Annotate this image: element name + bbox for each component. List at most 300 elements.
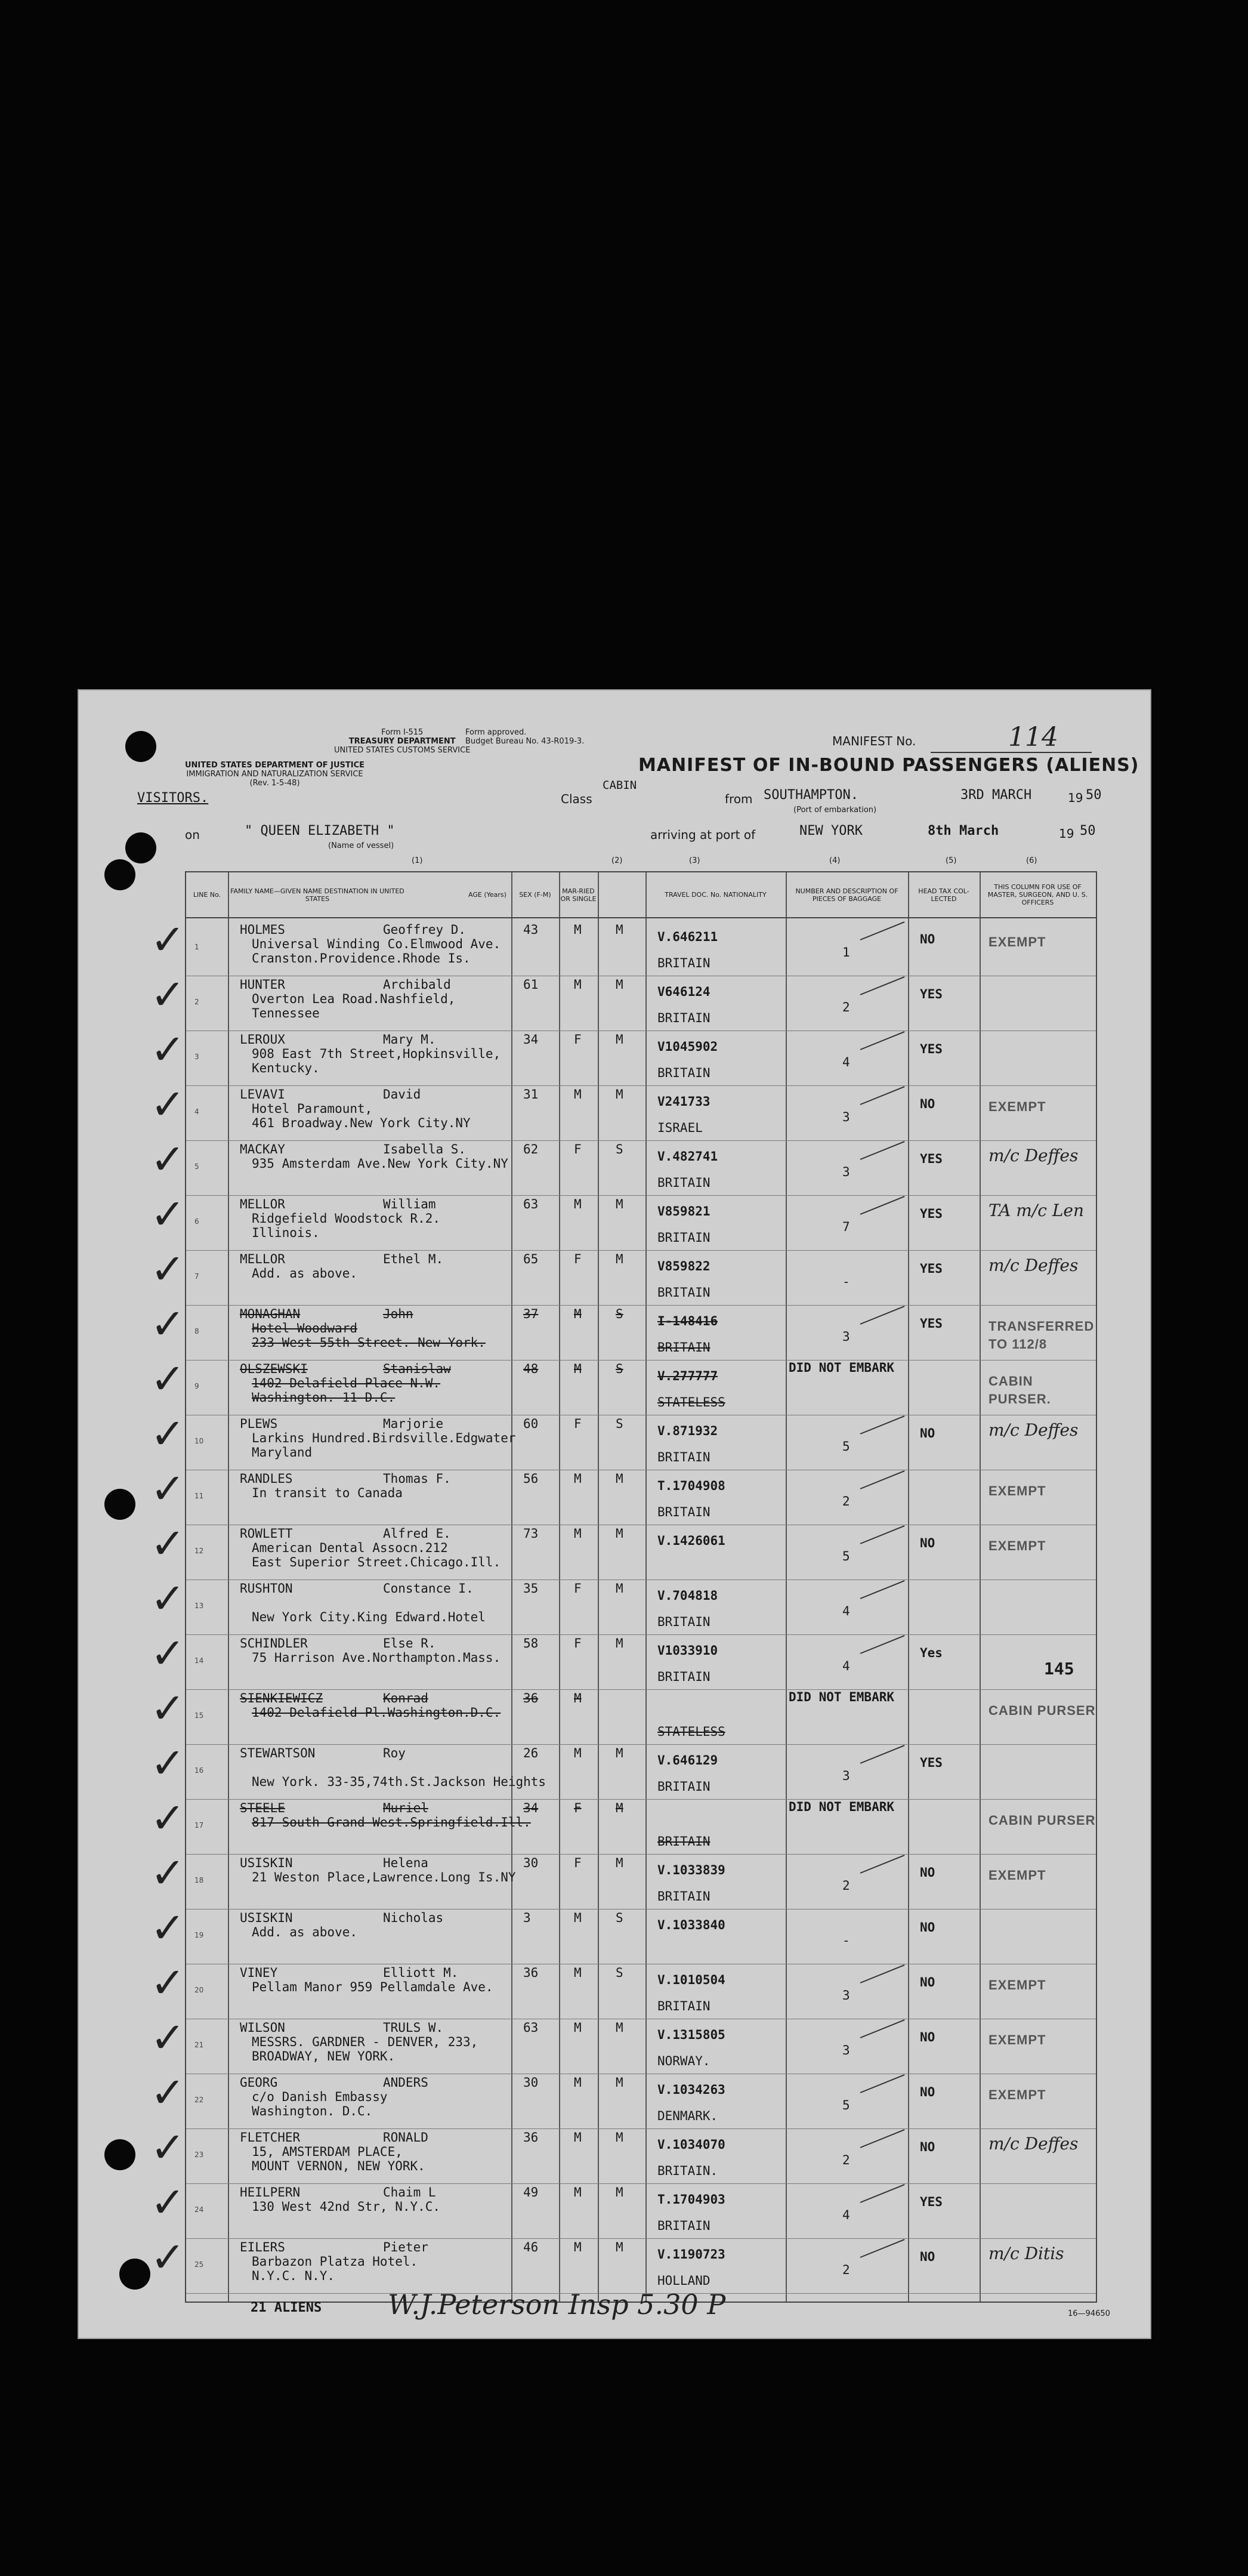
line-number: 25 — [194, 2260, 204, 2269]
travel-document: V.277777 — [657, 1369, 718, 1383]
line-number: 7 — [194, 1272, 199, 1281]
head-tax-value: NO — [920, 1097, 935, 1111]
travel-document: V241733 — [657, 1094, 711, 1109]
sex-value: M — [574, 1307, 582, 1321]
from-label: from — [725, 792, 753, 806]
line-number: 3 — [194, 1053, 199, 1061]
destination-line-2: Kentucky. — [252, 1061, 320, 1075]
passenger-given-name: RONALD — [383, 2130, 428, 2145]
line-number: 15 — [194, 1711, 204, 1720]
passenger-given-name: Elliott M. — [383, 1966, 459, 1980]
baggage-tick-mark — [860, 1855, 905, 1874]
travel-document: V1045902 — [657, 1039, 718, 1054]
col-header-head-tax: HEAD TAX COL-LECTED — [918, 887, 969, 903]
sex-value: M — [574, 1362, 582, 1376]
travel-document: I-148416 — [657, 1314, 718, 1328]
baggage-tick-mark — [860, 1306, 905, 1325]
nationality: BRITAIN — [657, 1670, 711, 1684]
travel-document: V.871932 — [657, 1424, 718, 1438]
travel-document: T.1704908 — [657, 1479, 725, 1493]
passenger-surname: RANDLES — [240, 1471, 293, 1486]
marital-status: M — [616, 2185, 623, 2199]
vessel-caption: (Name of vessel) — [328, 841, 394, 850]
marital-status: M — [616, 1581, 623, 1596]
nationality: BRITAIN — [657, 1779, 711, 1794]
remark-handwritten: m/c Deffes — [988, 1146, 1079, 1165]
passenger-given-name: Alfred E. — [383, 1526, 451, 1541]
age-value: 73 — [523, 1526, 539, 1541]
table-row — [150, 2123, 1096, 2184]
marital-status: M — [616, 1032, 623, 1047]
travel-document: T.1704903 — [657, 2192, 725, 2207]
sex-value: M — [574, 923, 582, 937]
col-number: (2) — [611, 856, 623, 865]
line-number: 4 — [194, 1107, 199, 1116]
sex-value: F — [574, 1581, 582, 1596]
nationality: BRITAIN. — [657, 2164, 718, 2178]
passenger-given-name: TRULS W. — [383, 2020, 444, 2035]
check-mark-icon: ✓ — [150, 1629, 186, 1678]
sex-value: M — [574, 1471, 582, 1486]
sex-value: F — [574, 1856, 582, 1870]
marital-status: M — [616, 1197, 623, 1211]
destination-line-1: 935 Amsterdam Ave.New York City.NY — [252, 1156, 508, 1171]
marital-status: M — [616, 1252, 623, 1266]
col-header-travel-doc: TRAVEL DOC. No. NATIONALITY — [665, 891, 767, 899]
table-row — [150, 1739, 1096, 1800]
baggage-tick-mark — [860, 1415, 905, 1434]
destination-line-1: 817 South Grand West.Springfield.Ill. — [252, 1815, 531, 1830]
age-value: 26 — [523, 1746, 539, 1760]
arrival-date: 8th March — [928, 823, 999, 838]
check-mark-icon: ✓ — [150, 1519, 186, 1568]
manifest-number-label: MANIFEST No. — [832, 734, 916, 748]
head-tax-value: YES — [920, 1042, 943, 1056]
sex-value: M — [574, 1746, 582, 1760]
page-title: MANIFEST OF IN-BOUND PASSENGERS (ALIENS) — [638, 755, 1139, 776]
age-value: 35 — [523, 1581, 539, 1596]
sex-value: M — [574, 2075, 582, 2090]
travel-document: V.1190723 — [657, 2247, 725, 2262]
check-mark-icon: ✓ — [150, 1684, 186, 1733]
baggage-count: 3 — [842, 1110, 850, 1124]
baggage-tick-mark — [860, 1745, 905, 1764]
check-mark-icon: ✓ — [150, 1574, 186, 1623]
departure-year-prefix: 19 — [1068, 791, 1083, 805]
baggage-count: 3 — [842, 1988, 850, 2003]
passenger-given-name: Thomas F. — [383, 1471, 451, 1486]
check-mark-icon: ✓ — [150, 2123, 186, 2172]
table-row — [150, 1135, 1096, 1196]
sex-value: M — [574, 1691, 582, 1705]
nationality: BRITAIN — [657, 2219, 711, 2233]
line-number: 18 — [194, 1876, 204, 1884]
travel-document: V.1033839 — [657, 1863, 725, 1877]
table-row — [150, 2178, 1096, 2239]
baggage-tick-mark — [860, 2019, 905, 2038]
justice-block — [185, 761, 364, 788]
remark-stamp: TRANSFERRED TO 112/8 — [988, 1319, 1095, 1352]
nationality: BRITAIN — [657, 1450, 711, 1464]
sex-value: M — [574, 1966, 582, 1980]
passenger-surname: SCHINDLER — [240, 1636, 308, 1651]
line-number: 19 — [194, 1931, 204, 1939]
table-row — [150, 1574, 1096, 1635]
baggage-count: 3 — [842, 1329, 850, 1344]
age-value: 62 — [523, 1142, 539, 1156]
passenger-surname: HEILPERN — [240, 2185, 301, 2199]
col-number: (4) — [829, 856, 841, 865]
passenger-given-name: David — [383, 1087, 421, 1102]
destination-line-1: Ridgefield Woodstock R.2. — [252, 1211, 441, 1226]
passenger-given-name: Stanislaw — [383, 1362, 451, 1376]
on-label: on — [185, 828, 200, 842]
nationality: BRITAIN — [657, 1230, 711, 1245]
table-row — [150, 1684, 1096, 1745]
passenger-surname: MELLOR — [240, 1252, 285, 1266]
remark-stamp: EXEMPT — [988, 934, 1046, 949]
sex-value: M — [574, 2020, 582, 2035]
destination-line-2: Tennessee — [252, 1006, 320, 1020]
line-number: 22 — [194, 2096, 204, 2104]
manifest-number: 114 — [1008, 722, 1058, 752]
passenger-given-name: Chaim L — [383, 2185, 436, 2199]
age-value: 48 — [523, 1362, 539, 1376]
head-tax-value: NO — [920, 1536, 935, 1550]
age-value: 36 — [523, 1966, 539, 1980]
binder-hole — [104, 859, 135, 890]
marital-status: S — [616, 1911, 623, 1925]
marital-status: M — [616, 1856, 623, 1870]
baggage-count: 5 — [842, 1549, 850, 1563]
form-approval — [465, 728, 584, 746]
col-number: (5) — [946, 856, 957, 865]
justice-dept: UNITED STATES DEPARTMENT OF JUSTICE — [185, 761, 365, 770]
destination-line-2: 461 Broadway.New York City.NY — [252, 1116, 471, 1130]
destination-line-1: c/o Danish Embassy — [252, 2090, 388, 2104]
baggage-count: 2 — [842, 2263, 850, 2277]
head-tax-value: NO — [920, 2085, 935, 2099]
head-tax-value: NO — [920, 2250, 935, 2264]
destination-line-2: East Superior Street.Chicago.Ill. — [252, 1555, 501, 1569]
line-number: 23 — [194, 2151, 204, 2159]
destination-line-1: In transit to Canada — [252, 1486, 403, 1500]
treasury-dept: TREASURY DEPARTMENT — [348, 737, 456, 746]
check-mark-icon: ✓ — [150, 1355, 186, 1403]
customs-service: UNITED STATES CUSTOMS SERVICE — [334, 746, 471, 755]
marital-status: M — [616, 1526, 623, 1541]
remark-stamp: CABIN PURSER — [988, 1813, 1096, 1828]
check-mark-icon: ✓ — [150, 970, 186, 1019]
check-mark-icon: ✓ — [150, 1080, 186, 1129]
baggage-tick-mark — [860, 1635, 905, 1654]
table-row — [150, 1300, 1096, 1361]
table-row — [150, 1025, 1096, 1086]
age-value: 43 — [523, 923, 539, 937]
destination-line-1: Hotel Woodward — [252, 1321, 358, 1335]
baggage-count: 4 — [842, 2208, 850, 2222]
col-header-name: FAMILY NAME—GIVEN NAME DESTINATION IN UNITED STATES — [230, 887, 404, 903]
line-number: 9 — [194, 1382, 199, 1390]
passenger-given-name: Ethel M. — [383, 1252, 444, 1266]
age-value: 58 — [523, 1636, 539, 1651]
visitors-label: VISITORS. — [137, 791, 209, 806]
age-value: 34 — [523, 1801, 539, 1815]
head-tax-value: YES — [920, 1152, 943, 1166]
baggage-count: 5 — [842, 1439, 850, 1454]
binder-hole — [119, 2259, 150, 2290]
baggage-count: 1 — [842, 945, 850, 960]
check-mark-icon: ✓ — [150, 1025, 186, 1074]
baggage-tick-mark — [860, 1470, 905, 1489]
baggage-tick-mark — [860, 1031, 905, 1050]
col-number: (1) — [412, 856, 423, 865]
head-tax-value: NO — [920, 932, 935, 946]
sex-value: M — [574, 1911, 582, 1925]
check-mark-icon: ✓ — [150, 1739, 186, 1788]
passenger-surname: PLEWS — [240, 1417, 278, 1431]
line-number: 21 — [194, 2041, 204, 2049]
nationality: BRITAIN — [657, 1999, 711, 2013]
remark-handwritten: m/c Deffes — [988, 1255, 1079, 1275]
age-value: 37 — [523, 1307, 539, 1321]
age-value: 34 — [523, 1032, 539, 1047]
destination-line-1: 15, AMSTERDAM PLACE, — [252, 2145, 403, 2159]
col-header-remarks: THIS COLUMN FOR USE OF MASTER, SURGEON, AND U. S. OFFICERS — [987, 883, 1088, 906]
destination-line-2: Washington. D.C. — [252, 2104, 373, 2118]
passenger-surname: OLSZEWSKI — [240, 1362, 308, 1376]
travel-document: V.1010504 — [657, 1973, 725, 1987]
embark-port: SOUTHAMPTON. — [764, 788, 858, 803]
table-row — [150, 1080, 1096, 1141]
line-number: 12 — [194, 1547, 204, 1555]
table-row — [150, 2068, 1096, 2129]
remark-stamp: EXEMPT — [988, 2087, 1046, 2102]
destination-line-1: Larkins Hundred.Birdsville.Edgwater — [252, 1431, 516, 1445]
marital-status: M — [616, 1636, 623, 1651]
passenger-surname: EILERS — [240, 2240, 285, 2254]
check-mark-icon: ✓ — [150, 1135, 186, 1184]
age-value: 65 — [523, 1252, 539, 1266]
destination-line-1: 908 East 7th Street,Hopkinsville, — [252, 1047, 501, 1061]
destination-line-1: Pellam Manor 959 Pellamdale Ave. — [252, 1980, 493, 1994]
passenger-surname: HUNTER — [240, 977, 285, 992]
passenger-surname: STEWARTSON — [240, 1746, 316, 1760]
class-value: CABIN — [603, 779, 637, 792]
check-mark-icon: ✓ — [150, 2068, 186, 2117]
nationality: NORWAY. — [657, 2054, 711, 2068]
check-mark-icon: ✓ — [150, 1300, 186, 1349]
baggage-count: 3 — [842, 2043, 850, 2057]
line-number: 24 — [194, 2205, 204, 2214]
passenger-given-name: Roy — [383, 1746, 406, 1760]
destination-line-2: BROADWAY, NEW YORK. — [252, 2049, 396, 2063]
baggage-count: 2 — [842, 1878, 850, 1893]
remark-stamp: EXEMPT — [988, 1099, 1046, 1114]
class-label: Class — [561, 792, 592, 806]
embark-port-caption: (Port of embarkation) — [793, 806, 877, 815]
passenger-given-name: Constance I. — [383, 1581, 474, 1596]
destination-line-2: New York. 33-35,74th.St.Jackson Heights — [252, 1775, 546, 1789]
head-tax-value: NO — [920, 2140, 935, 2154]
line-number: 1 — [194, 943, 199, 951]
table-row — [150, 2013, 1096, 2074]
remark-handwritten: m/c Deffes — [988, 2134, 1079, 2154]
line-number: 13 — [194, 1602, 204, 1610]
marital-status: S — [616, 1362, 623, 1376]
passenger-given-name: Helena — [383, 1856, 428, 1870]
baggage-count: 4 — [842, 1604, 850, 1618]
travel-document: V646124 — [657, 985, 711, 999]
destination-line-2: New York City.King Edward.Hotel — [252, 1610, 486, 1624]
nationality: BRITAIN — [657, 1505, 711, 1519]
passenger-given-name: Geoffrey D. — [383, 923, 467, 937]
destination-line-1: 1402 Delafield Place N.W. — [252, 1376, 441, 1390]
marital-status: M — [616, 977, 623, 992]
line-number: 10 — [194, 1437, 204, 1445]
baggage-tick-mark — [860, 2129, 905, 2148]
age-value: 46 — [523, 2240, 539, 2254]
destination-line-1: MESSRS. GARDNER - DENVER, 233, — [252, 2035, 478, 2049]
passenger-given-name: Pieter — [383, 2240, 428, 2254]
destination-line-1: Add. as above. — [252, 1266, 358, 1281]
nationality: BRITAIN — [657, 1066, 711, 1080]
remark-handwritten: m/c Deffes — [988, 1420, 1079, 1440]
line-number: 6 — [194, 1217, 199, 1226]
nationality: BRITAIN — [657, 1615, 711, 1629]
line-number: 20 — [194, 1986, 204, 1994]
marital-status: S — [616, 1417, 623, 1431]
sex-value: M — [574, 2130, 582, 2145]
check-mark-icon: ✓ — [150, 1409, 186, 1458]
margin-number: 145 — [1044, 1659, 1074, 1679]
table-row — [150, 1190, 1096, 1251]
destination-line-1: Hotel Paramount, — [252, 1102, 373, 1116]
nationality: BRITAIN — [657, 956, 711, 970]
arrival-year: 50 — [1080, 823, 1096, 838]
check-mark-icon: ✓ — [150, 1958, 186, 2007]
head-tax-value: NO — [920, 1975, 935, 1989]
passenger-surname: HOLMES — [240, 923, 285, 937]
passenger-given-name: Isabella S. — [383, 1142, 467, 1156]
travel-document: V.482741 — [657, 1149, 718, 1164]
sex-value: F — [574, 1417, 582, 1431]
passenger-given-name: Konrad — [383, 1691, 428, 1705]
check-mark-icon: ✓ — [150, 1849, 186, 1898]
baggage-count: - — [842, 1275, 850, 1289]
nationality: BRITAIN — [657, 1176, 711, 1190]
head-tax-value: YES — [920, 1207, 943, 1221]
line-number: 16 — [194, 1766, 204, 1775]
head-tax-value: NO — [920, 1426, 935, 1440]
baggage-count: 3 — [842, 1165, 850, 1179]
sex-value: M — [574, 977, 582, 992]
travel-document: V.704818 — [657, 1588, 718, 1603]
table-row — [150, 2233, 1096, 2294]
destination-line-2: MOUNT VERNON, NEW YORK. — [252, 2159, 425, 2173]
table-row — [150, 1409, 1096, 1470]
head-tax-value: YES — [920, 1316, 943, 1331]
destination-line-1: Add. as above. — [252, 1925, 358, 1939]
marital-status: M — [616, 2075, 623, 2090]
baggage-tick-mark — [860, 1580, 905, 1599]
marital-status: M — [616, 2020, 623, 2035]
destination-line-2: Maryland — [252, 1445, 313, 1460]
age-value: 36 — [523, 2130, 539, 2145]
budget-bureau-text: Budget Bureau No. 43-R019-3. — [465, 737, 585, 746]
remark-stamp: EXEMPT — [988, 1538, 1046, 1553]
table-row — [150, 970, 1096, 1031]
travel-document: V.646129 — [657, 1753, 718, 1767]
head-tax-value: NO — [920, 1920, 935, 1935]
baggage-count: 2 — [842, 2153, 850, 2167]
travel-document: V1033910 — [657, 1643, 718, 1658]
passenger-given-name: John — [383, 1307, 413, 1321]
sex-value: F — [574, 1032, 582, 1047]
passenger-given-name: ANDERS — [383, 2075, 428, 2090]
destination-line-1: 75 Harrison Ave.Northampton.Mass. — [252, 1651, 501, 1665]
baggage-tick-mark — [860, 1196, 905, 1215]
sex-value: F — [574, 1252, 582, 1266]
passenger-surname: RUSHTON — [240, 1581, 293, 1596]
line-number: 2 — [194, 998, 199, 1006]
passenger-given-name: Else R. — [383, 1636, 436, 1651]
passenger-given-name: Muriel — [383, 1801, 428, 1815]
col-header-line: LINE No. — [193, 891, 221, 899]
baggage-tick-mark — [860, 1964, 905, 1983]
age-value: 30 — [523, 1856, 539, 1870]
age-value: 56 — [523, 1471, 539, 1486]
check-mark-icon: ✓ — [150, 1245, 186, 1294]
ins-service: IMMIGRATION AND NATURALIZATION SERVICE — [186, 770, 363, 779]
travel-document: V859821 — [657, 1204, 711, 1218]
travel-document: V.1426061 — [657, 1534, 725, 1548]
binder-hole — [104, 2139, 135, 2170]
remark-stamp: EXEMPT — [988, 1483, 1046, 1498]
passenger-surname: SIENKIEWICZ — [240, 1691, 323, 1705]
table-row — [150, 1245, 1096, 1306]
baggage-count: 4 — [842, 1659, 850, 1673]
nationality: BRITAIN — [657, 1340, 711, 1355]
col-header-baggage: NUMBER AND DESCRIPTION OF PIECES OF BAGGAGE — [795, 887, 898, 903]
remark-stamp: EXEMPT — [988, 1868, 1046, 1883]
passenger-surname: MONAGHAN — [240, 1307, 301, 1321]
travel-document: V.1034263 — [657, 2083, 725, 2097]
destination-line-1: Universal Winding Co.Elmwood Ave. — [252, 937, 501, 951]
head-tax-value: Yes — [920, 1646, 943, 1660]
sex-value: M — [574, 1197, 582, 1211]
table-row — [150, 1355, 1096, 1415]
table-row — [150, 1904, 1096, 1964]
travel-document: V.1315805 — [657, 2028, 725, 2042]
nationality: ISRAEL — [657, 1121, 703, 1135]
nationality: STATELESS — [657, 1724, 725, 1739]
check-mark-icon: ✓ — [150, 1190, 186, 1239]
check-mark-icon: ✓ — [150, 1794, 186, 1843]
table-row — [150, 1629, 1096, 1690]
marital-status: M — [616, 2130, 623, 2145]
sex-value: M — [574, 2240, 582, 2254]
age-value: 49 — [523, 2185, 539, 2199]
col-number: (3) — [689, 856, 700, 865]
baggage-tick-mark — [860, 921, 905, 940]
baggage-tick-mark — [860, 2184, 905, 2203]
passenger-given-name: Mary M. — [383, 1032, 436, 1047]
marital-status: S — [616, 1966, 623, 1980]
destination-line-1: 1402 Delafield Pl.Washington.D.C. — [252, 1705, 501, 1720]
passenger-surname: MACKAY — [240, 1142, 285, 1156]
nationality: BRITAIN — [657, 1834, 711, 1849]
